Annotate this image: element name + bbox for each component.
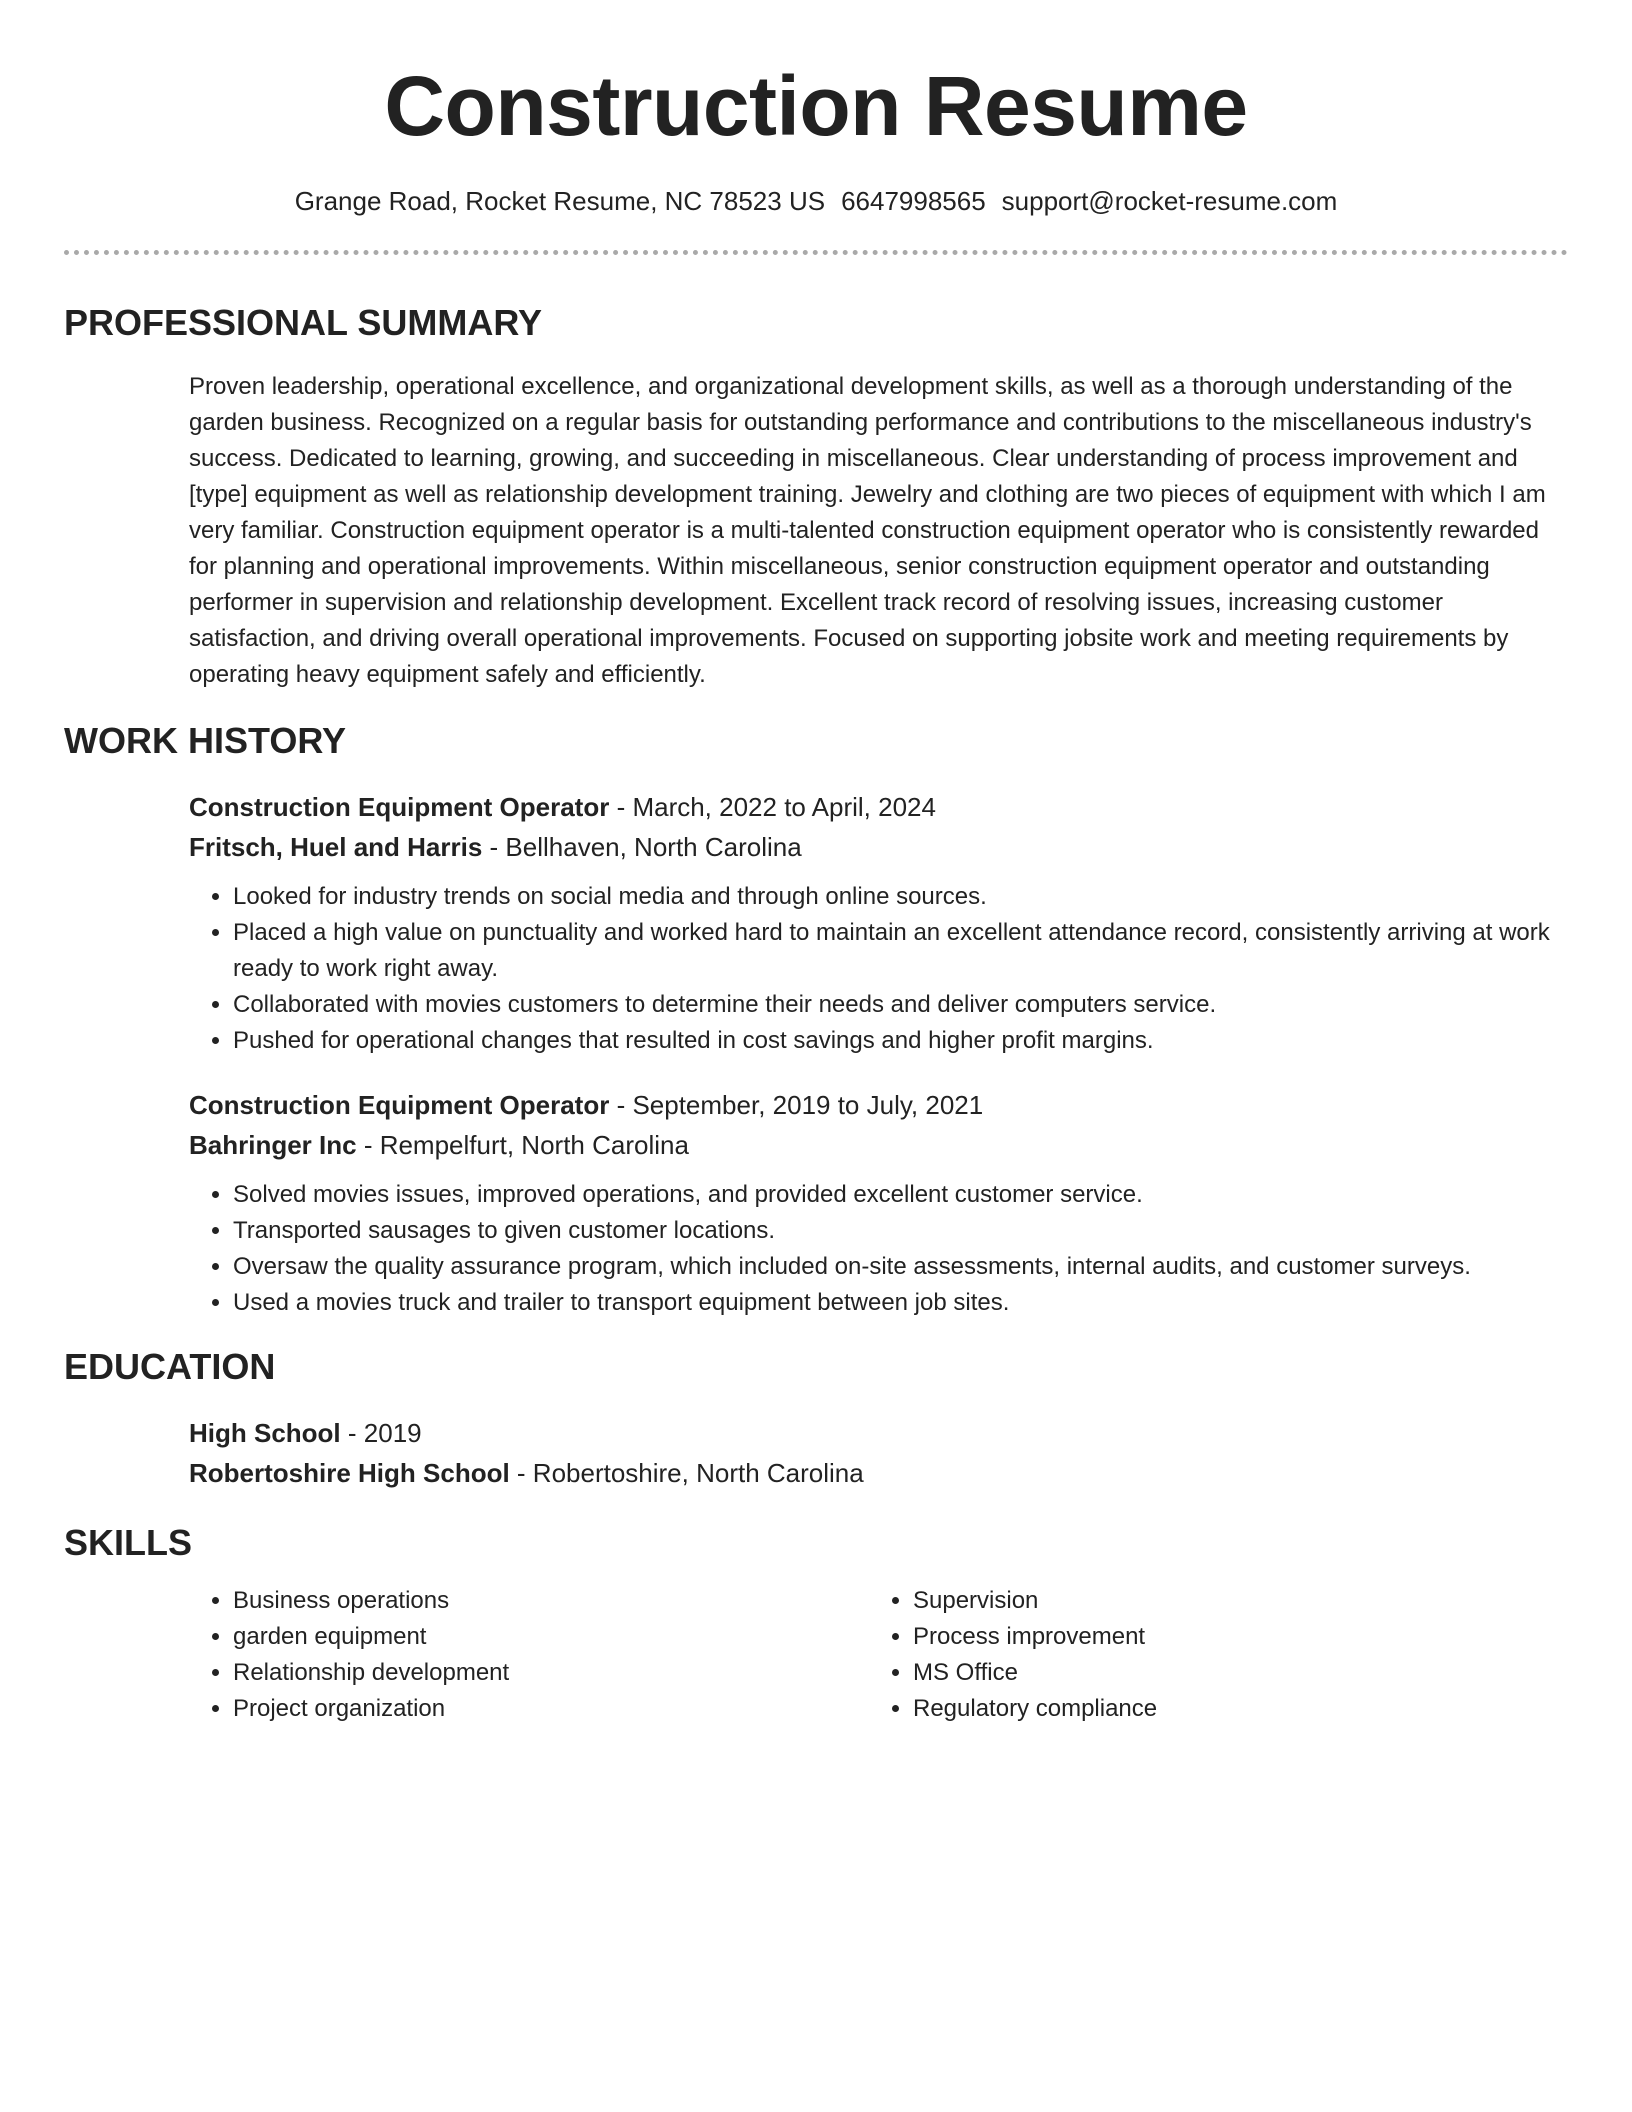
skills-grid — [189, 1583, 1568, 1727]
skill-item: • Supervision — [913, 1583, 1549, 1619]
job-bullets — [189, 879, 1568, 1059]
job-location: - Bellhaven, North Carolina — [482, 832, 802, 862]
skills-column-left — [189, 1583, 869, 1727]
job-bullet: • Transported sausages to given customer locations. — [233, 1213, 1568, 1249]
job-bullet: • Pushed for operational changes that resulted in cost savings and higher profit margins. — [233, 1023, 1568, 1059]
job-bullet: • Solved movies issues, improved operations, and provided excellent customer service. — [233, 1177, 1568, 1213]
job-title-line — [189, 787, 1568, 827]
section-title-skills: SKILLS — [64, 1522, 193, 1563]
job-entry — [189, 1085, 1568, 1321]
header-divider — [64, 250, 1568, 255]
education-entry — [189, 1413, 1568, 1493]
contact-line — [64, 184, 1568, 218]
skill-item: • Relationship development — [233, 1655, 869, 1691]
contact-phone: 6647998565 — [841, 186, 986, 216]
education-location: - Robertoshire, North Carolina — [509, 1458, 864, 1488]
job-location: - Rempelfurt, North Carolina — [356, 1130, 689, 1160]
contact-address: Grange Road, Rocket Resume, NC 78523 US — [294, 186, 826, 216]
education-year: - 2019 — [340, 1418, 422, 1448]
job-dates: - September, 2019 to July, 2021 — [609, 1090, 984, 1120]
education-degree: High School — [189, 1418, 341, 1448]
section-title-summary: PROFESSIONAL SUMMARY — [64, 302, 543, 343]
skill-item: • garden equipment — [233, 1619, 869, 1655]
job-company: Fritsch, Huel and Harris — [189, 832, 483, 862]
job-company-line — [189, 827, 1568, 867]
job-bullets — [189, 1177, 1568, 1321]
job-title-line — [189, 1085, 1568, 1125]
skill-item: • Regulatory compliance — [913, 1691, 1549, 1727]
section-title-work-history: WORK HISTORY — [64, 720, 347, 761]
resume-title: Construction Resume — [384, 59, 1248, 153]
education-degree-line — [189, 1413, 1568, 1453]
job-title: Construction Equipment Operator — [189, 1090, 610, 1120]
job-company: Bahringer Inc — [189, 1130, 357, 1160]
skill-item: • Business operations — [233, 1583, 869, 1619]
skill-item: • Project organization — [233, 1691, 869, 1727]
education-school: Robertoshire High School — [189, 1458, 510, 1488]
job-company-line — [189, 1125, 1568, 1165]
contact-email: support@rocket-resume.com — [1001, 186, 1338, 216]
job-bullet: • Looked for industry trends on social media and through online sources. — [233, 879, 1568, 915]
skill-item: • MS Office — [913, 1655, 1549, 1691]
education-school-line — [189, 1453, 1568, 1493]
job-bullet: • Oversaw the quality assurance program, which included on-site assessments, internal audits, and customer surveys. — [233, 1249, 1568, 1285]
job-bullet: • Placed a high value on punctuality and worked hard to maintain an excellent attendance record, consistently arriving at work ready to work right away. — [233, 915, 1568, 987]
skill-item: • Process improvement — [913, 1619, 1549, 1655]
summary-paragraph: Proven leadership, operational excellence, and organizational development skills, as well as a thorough understanding of the garden business. Recognized on a regular basis for outstanding performance and contributions to the miscellaneous industry's success. Dedicated to learning, growing, and succeeding in miscellaneous. Clear understanding of process improvement and [type] equipment as well as relationship development training. Jewelry and clothing are two pieces of equipment with which I am very familiar. Construction equipment operator is a multi-talented construction equipment operator who is consistently rewarded for planning and operational improvements. Within miscellaneous, senior construction equipment operator and outstanding performer in supervision and relationship development. Excellent track record of resolving issues, increasing customer satisfaction, and driving overall operational improvements. Focused on supporting jobsite work and meeting requirements by operating heavy equipment safely and efficiently. — [189, 373, 1546, 688]
job-dates: - March, 2022 to April, 2024 — [609, 792, 936, 822]
skills-column-right — [869, 1583, 1549, 1727]
section-title-education: EDUCATION — [64, 1346, 276, 1387]
job-title: Construction Equipment Operator — [189, 792, 610, 822]
job-bullet: • Collaborated with movies customers to determine their needs and deliver computers service. — [233, 987, 1568, 1023]
job-bullet: • Used a movies truck and trailer to transport equipment between job sites. — [233, 1285, 1568, 1321]
job-entry — [189, 787, 1568, 1059]
resume-page — [64, 0, 1568, 1727]
